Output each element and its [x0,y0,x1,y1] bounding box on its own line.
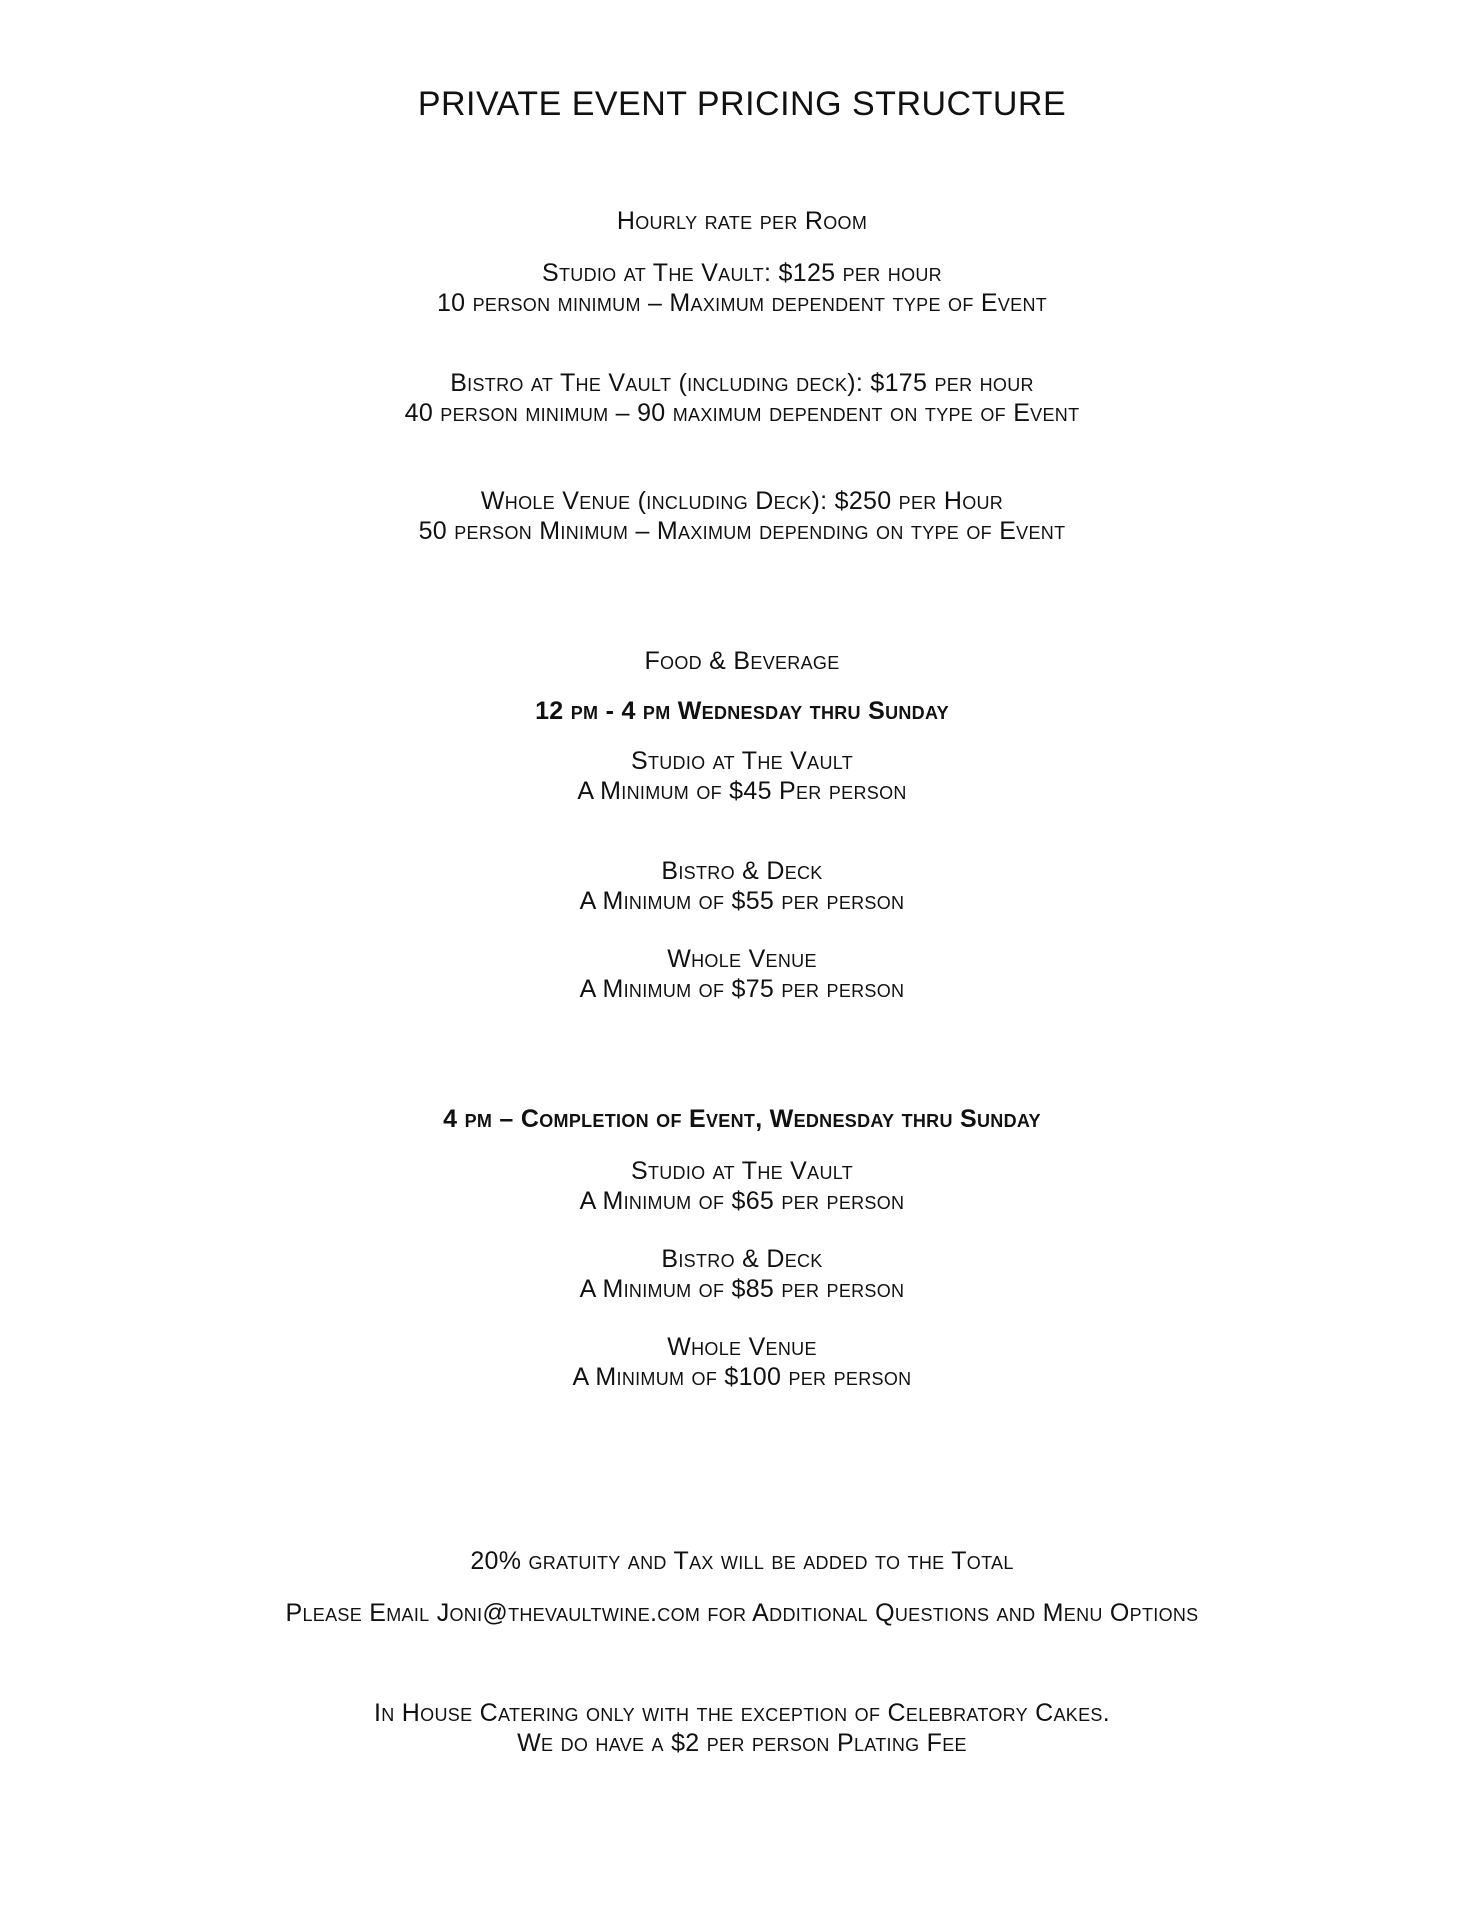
evening-heading: 4 pm – Completion of Event, Wednesday thru Sunday [443,1105,1041,1133]
daytime-studio-price: A Minimum of $45 Per person [577,777,907,805]
studio-hourly-detail: 10 person minimum – Maximum dependent type of Event [436,289,1048,317]
food-heading: Food & Beverage [644,647,840,675]
venue-hourly-detail: 50 person Minimum – Maximum depending on type of Event [418,517,1066,545]
bistro-hourly-detail: 40 person minimum – 90 maximum dependent on type of Event [404,399,1080,427]
daytime-heading: 12 pm - 4 pm Wednesday thru Sunday [535,697,949,725]
gratuity-note: 20% gratuity and Tax will be added to the Total [470,1547,1014,1575]
hourly-heading: Hourly rate per Room [616,207,868,235]
daytime-bistro-price: A Minimum of $55 per person [579,887,905,915]
daytime-bistro-name: Bistro & Deck [661,857,823,885]
studio-hourly-rate: Studio at The Vault: $125 per hour [542,259,942,287]
evening-bistro-price: A Minimum of $85 per person [579,1275,905,1303]
venue-hourly-rate: Whole Venue (including Deck): $250 per Hour [480,487,1004,515]
evening-studio-price: A Minimum of $65 per person [579,1187,905,1215]
evening-studio-name: Studio at The Vault [630,1157,854,1185]
daytime-venue-price: A Minimum of $75 per person [579,975,905,1003]
plating-fee-note: We do have a $2 per person Plating Fee [517,1729,967,1757]
bistro-hourly-rate: Bistro at The Vault (including deck): $175 per hour [450,369,1034,397]
evening-venue-price: A Minimum of $100 per person [572,1363,912,1391]
catering-note: In House Catering only with the exception of Celebratory Cakes. [374,1699,1110,1727]
daytime-venue-name: Whole Venue [667,945,817,973]
contact-note: Please Email Joni@thevaultwine.com for Additional Questions and Menu Options [285,1599,1199,1627]
document-title: PRIVATE EVENT PRICING STRUCTURE [417,85,1067,123]
evening-venue-name: Whole Venue [667,1333,817,1361]
daytime-studio-name: Studio at The Vault [630,747,854,775]
evening-bistro-name: Bistro & Deck [661,1245,823,1273]
